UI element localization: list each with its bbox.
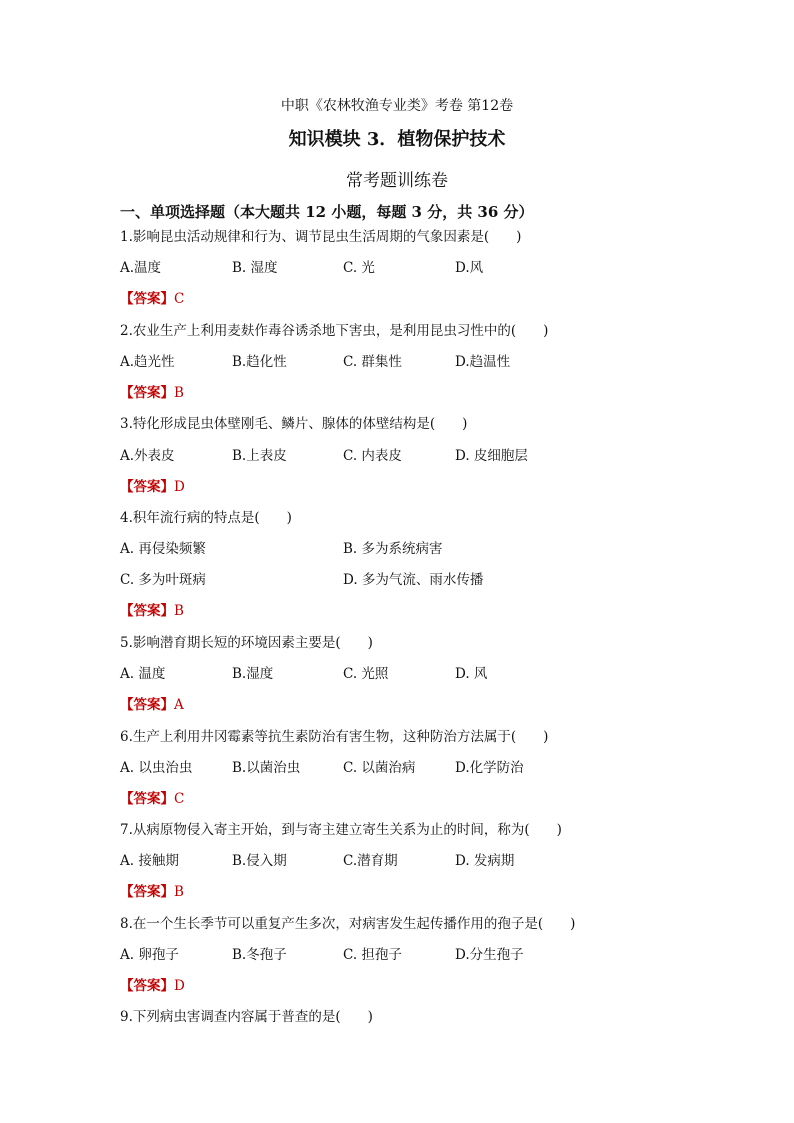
question-7-option-a: A. 接触期 xyxy=(120,853,179,869)
exam-series-title: 中职《农林牧渔专业类》考卷 第12卷 xyxy=(280,98,514,114)
question-7-option-b: B.侵入期 xyxy=(232,853,287,869)
question-2-option-d: D.趋温性 xyxy=(455,354,511,370)
question-4-option-c: C. 多为叶斑病 xyxy=(120,572,206,588)
module-title: 知识模块 3．植物保护技术 xyxy=(288,129,506,150)
question-3-option-b: B.上表皮 xyxy=(232,448,287,464)
question-1-option-c: C. 光 xyxy=(343,260,375,276)
question-5-option-a: A. 温度 xyxy=(120,666,166,682)
question-2-stem: 2.农业生产上利用麦麸作毒谷诱杀地下害虫，是利用昆虫习性中的( ) xyxy=(120,323,549,339)
question-8-option-d: D.分生孢子 xyxy=(455,947,524,963)
question-6-option-c: C. 以菌治病 xyxy=(343,760,416,776)
question-7-option-c: C.潜育期 xyxy=(343,853,398,869)
question-9-stem: 9.下列病虫害调查内容属于普查的是( ) xyxy=(120,1009,373,1025)
question-5-option-b: B.湿度 xyxy=(232,666,274,682)
answer-tag: 【答案】 xyxy=(120,385,174,401)
question-3-option-c: C. 内表皮 xyxy=(343,448,402,464)
question-1-stem: 1.影响昆虫活动规律和行为、调节昆虫生活周期的气象因素是( ) xyxy=(120,229,522,245)
answer-value: D xyxy=(174,479,185,495)
question-2-option-b: B.趋化性 xyxy=(232,354,287,370)
question-8-option-a: A. 卵孢子 xyxy=(120,947,179,963)
question-8-option-c: C. 担孢子 xyxy=(343,947,402,963)
question-8-answer xyxy=(120,976,185,996)
question-5-stem: 5.影响潜育期长短的环境因素主要是( ) xyxy=(120,635,373,651)
question-8-stem: 8.在一个生长季节可以重复产生多次，对病害发生起传播作用的孢子是( ) xyxy=(120,916,576,932)
answer-tag: 【答案】 xyxy=(120,291,174,307)
question-6-option-a: A. 以虫治虫 xyxy=(120,760,193,776)
question-6-answer xyxy=(120,789,184,809)
question-1-option-b: B. 湿度 xyxy=(232,260,278,276)
question-1-option-d: D.风 xyxy=(455,260,484,276)
answer-value: D xyxy=(174,978,185,994)
answer-tag: 【答案】 xyxy=(120,884,174,900)
answer-value: C xyxy=(174,291,185,307)
question-6-stem: 6.生产上利用井冈霉素等抗生素防治有害生物，这种防治方法属于( ) xyxy=(120,729,549,745)
answer-value: B xyxy=(174,385,184,401)
question-3-answer xyxy=(120,477,185,497)
answer-value: B xyxy=(174,884,184,900)
question-8-option-b: B.冬孢子 xyxy=(232,947,287,963)
question-4-option-d: D. 多为气流、雨水传播 xyxy=(343,572,484,588)
question-7-stem: 7.从病原物侵入寄主开始，到与寄主建立寄生关系为止的时间，称为( ) xyxy=(120,822,562,838)
question-2-option-a: A.趋光性 xyxy=(120,354,175,370)
question-7-answer xyxy=(120,882,184,902)
paper-subtitle: 常考题训练卷 xyxy=(346,171,448,191)
answer-value: C xyxy=(174,791,185,807)
answer-tag: 【答案】 xyxy=(120,603,174,619)
question-5-answer xyxy=(120,695,184,715)
answer-value: A xyxy=(174,697,184,713)
question-1-answer xyxy=(120,289,184,309)
question-4-option-b: B. 多为系统病害 xyxy=(343,541,443,557)
question-6-option-d: D.化学防治 xyxy=(455,760,524,776)
question-5-option-c: C. 光照 xyxy=(343,666,389,682)
question-4-stem: 4.积年流行病的特点是( ) xyxy=(120,510,292,526)
question-6-option-b: B.以菌治虫 xyxy=(232,760,301,776)
question-7-option-d: D. 发病期 xyxy=(455,853,515,869)
question-1-option-a: A.温度 xyxy=(120,260,162,276)
question-2-answer xyxy=(120,383,184,403)
answer-tag: 【答案】 xyxy=(120,978,174,994)
question-3-option-a: A.外表皮 xyxy=(120,448,175,464)
question-2-option-c: C. 群集性 xyxy=(343,354,402,370)
question-4-option-a: A. 再侵染频繁 xyxy=(120,541,206,557)
answer-value: B xyxy=(174,603,184,619)
question-3-stem: 3.特化形成昆虫体壁刚毛、鳞片、腺体的体壁结构是( ) xyxy=(120,416,468,432)
answer-tag: 【答案】 xyxy=(120,697,174,713)
question-3-option-d: D. 皮细胞层 xyxy=(455,448,528,464)
question-4-answer xyxy=(120,601,184,621)
question-5-option-d: D. 风 xyxy=(455,666,488,682)
answer-tag: 【答案】 xyxy=(120,791,174,807)
section-heading: 一、单项选择题（本大题共 12 小题，每题 3 分，共 36 分） xyxy=(120,203,534,221)
answer-tag: 【答案】 xyxy=(120,479,174,495)
